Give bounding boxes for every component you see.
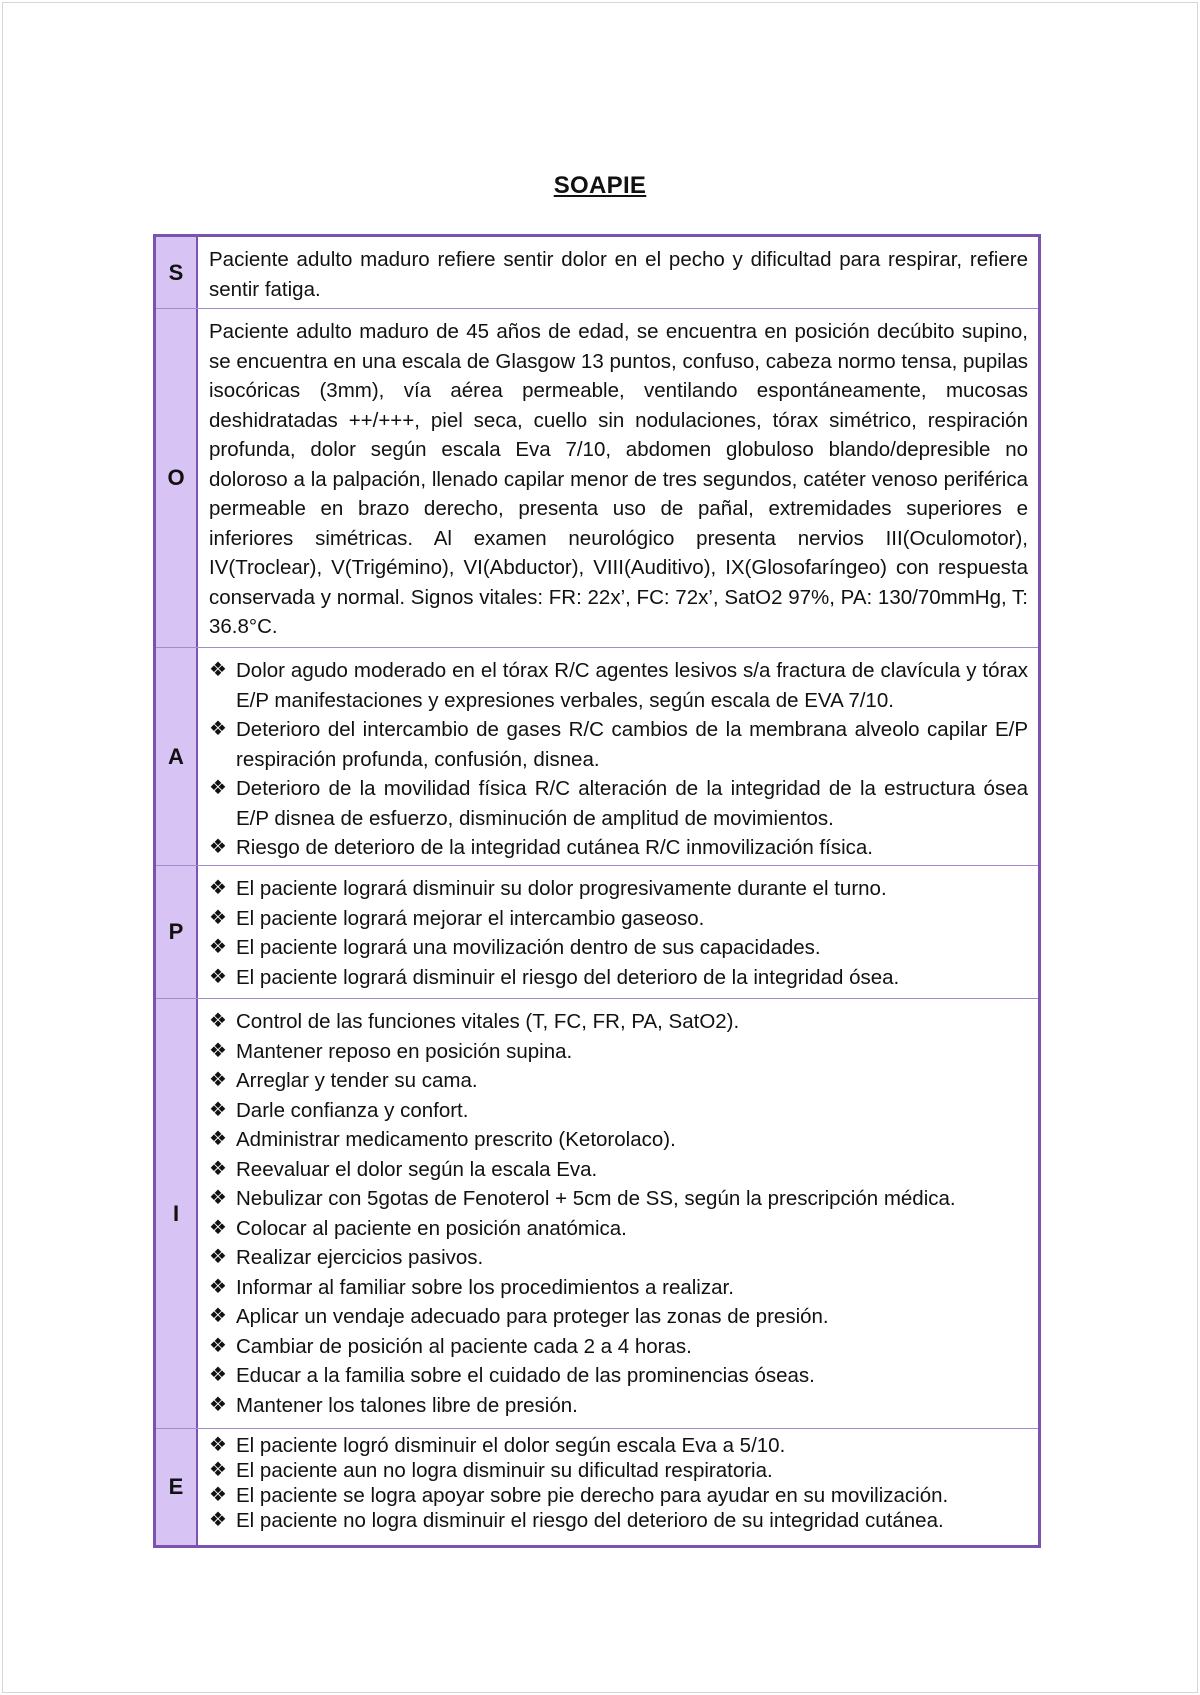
list-item: ❖ Administrar medicamento prescrito (Ketorolaco).	[209, 1125, 1028, 1155]
list-item: ❖ El paciente no logra disminuir el riesgo del deterioro de su integridad cutánea.	[209, 1509, 944, 1532]
list-item: ❖ Riesgo de deterioro de la integridad cutánea R/C inmovilización física.	[209, 833, 1028, 863]
section-letter-e: E	[156, 1429, 198, 1545]
list-item: ❖ Dolor agudo moderado en el tórax R/C agentes lesivos s/a fractura de clavícula y tórax E/P manifestaciones y expresiones verbales, según escala de EVA 7/10.	[209, 656, 1028, 715]
diamond-bullet-icon: ❖	[209, 1157, 227, 1180]
list-item: ❖ El paciente logrará disminuir su dolor progresivamente durante el turno.	[209, 874, 1028, 904]
diamond-bullet-icon: ❖	[209, 1334, 227, 1357]
objective-text: Paciente adulto maduro de 45 años de edad, se encuentra en posición decúbito supino, se encuentra en una escala de Glasgow 13 puntos, confuso, cabeza normo tensa, pupilas isocóricas (3mm), vía aérea permeable, ventilando espontáneamente, mucosas deshidratadas ++/+++, piel seca, cuello sin nodulaciones, tórax simétrico, respiración profunda, dolor según escala Eva 7/10, abdomen globuloso blando/depresible no doloroso a la palpación, llenado capilar menor de tres segundos, catéter venoso periférica permeable en brazo derecho, presenta uso de pañal, extremidades superiores e inferiores simétricas. Al examen neurológico presenta nervios III(Oculomotor), IV(Troclear), V(Trigémino), VI(Abductor), VIII(Auditivo), IX(Glosofaríngeo) con respuesta conservada y normal. Signos vitales: FR: 22x’, FC: 72x’, SatO2 97%, PA: 130/70mmHg, T: 36.8°C.	[209, 320, 1028, 638]
list-item: ❖ Mantener reposo en posición supina.	[209, 1037, 1028, 1067]
list-item: ❖ Arreglar y tender su cama.	[209, 1066, 1028, 1096]
list-item: ❖ Aplicar un vendaje adecuado para proteger las zonas de presión.	[209, 1302, 1028, 1332]
intervention-list	[209, 1007, 1028, 1420]
list-item: ❖ Control de las funciones vitales (T, FC, FR, PA, SatO2).	[209, 1007, 1028, 1037]
list-item: ❖ El paciente aun no logra disminuir su dificultad respiratoria.	[209, 1459, 773, 1482]
evaluation-list	[209, 1433, 1028, 1533]
diamond-bullet-icon: ❖	[209, 1069, 227, 1091]
list-item: ❖ El paciente logrará mejorar el intercambio gaseoso.	[209, 904, 1028, 934]
planning-list	[209, 874, 1028, 992]
section-letter-a: A	[156, 648, 198, 865]
evaluation-content	[198, 1429, 1038, 1545]
diamond-bullet-icon: ❖	[209, 777, 227, 799]
diamond-bullet-icon: ❖	[209, 1216, 227, 1239]
diamond-bullet-icon: ❖	[209, 1275, 227, 1298]
assessment-content	[198, 648, 1038, 865]
diamond-bullet-icon: ❖	[209, 965, 227, 988]
list-item: ❖ Reevaluar el dolor según la escala Eva.	[209, 1155, 1028, 1185]
list-item: ❖ Mantener los talones libre de presión.	[209, 1391, 1028, 1421]
diamond-bullet-icon: ❖	[209, 1187, 227, 1209]
diamond-bullet-icon: ❖	[209, 659, 227, 681]
planning-content	[198, 866, 1038, 998]
list-item: ❖ El paciente logrará una movilización dentro de sus capacidades.	[209, 933, 1028, 963]
diamond-bullet-icon: ❖	[209, 1459, 227, 1481]
list-item: ❖ Realizar ejercicios pasivos.	[209, 1243, 1028, 1273]
diamond-bullet-icon: ❖	[209, 906, 227, 929]
diamond-bullet-icon: ❖	[209, 1039, 227, 1062]
diamond-bullet-icon: ❖	[209, 1434, 227, 1456]
section-letter-i: I	[156, 999, 198, 1428]
diamond-bullet-icon: ❖	[209, 1305, 227, 1327]
list-item: ❖ El paciente se logra apoyar sobre pie derecho para ayudar en su movilización.	[209, 1484, 949, 1507]
section-letter-o: O	[156, 309, 198, 647]
subjective-text: Paciente adulto maduro refiere sentir dolor en el pecho y dificultad para respirar, refiere sentir fatiga.	[209, 248, 1028, 301]
diamond-bullet-icon: ❖	[209, 1509, 227, 1531]
list-item: ❖ El paciente logró disminuir el dolor según escala Eva a 5/10.	[209, 1434, 786, 1457]
list-item: ❖ Darle confianza y confort.	[209, 1096, 1028, 1126]
diamond-bullet-icon: ❖	[209, 1098, 227, 1121]
assessment-list	[209, 656, 1028, 863]
list-item: ❖ Informar al familiar sobre los procedimientos a realizar.	[209, 1273, 1028, 1303]
list-item: ❖ Cambiar de posición al paciente cada 2 a 4 horas.	[209, 1332, 1028, 1362]
diamond-bullet-icon: ❖	[209, 1364, 227, 1386]
list-item: ❖ Nebulizar con 5gotas de Fenoterol + 5cm de SS, según la prescripción médica.	[209, 1184, 1028, 1214]
list-item: ❖ El paciente logrará disminuir el riesgo del deterioro de la integridad ósea.	[209, 963, 1028, 993]
diamond-bullet-icon: ❖	[209, 718, 227, 740]
diamond-bullet-icon: ❖	[209, 877, 227, 899]
row-subjective	[156, 237, 1038, 308]
intervention-content	[198, 999, 1038, 1428]
list-item: ❖ Deterioro de la movilidad física R/C alteración de la integridad de la estructura ósea E/P disnea de esfuerzo, disminución de amplitud de movimientos.	[209, 774, 1028, 833]
row-planning	[156, 865, 1038, 998]
diamond-bullet-icon: ❖	[209, 836, 227, 858]
soapie-table	[153, 234, 1041, 1548]
diamond-bullet-icon: ❖	[209, 1484, 227, 1506]
section-letter-s: S	[156, 237, 198, 308]
row-intervention	[156, 998, 1038, 1428]
row-assessment	[156, 647, 1038, 865]
diamond-bullet-icon: ❖	[209, 936, 227, 958]
diamond-bullet-icon: ❖	[209, 1246, 227, 1268]
list-item: ❖ Colocar al paciente en posición anatómica.	[209, 1214, 1028, 1244]
section-letter-p: P	[156, 866, 198, 998]
list-item: ❖ Educar a la familia sobre el cuidado de las prominencias óseas.	[209, 1361, 1028, 1391]
row-objective	[156, 308, 1038, 647]
row-evaluation	[156, 1428, 1038, 1545]
page-title: SOAPIE	[553, 172, 647, 199]
diamond-bullet-icon: ❖	[209, 1128, 227, 1150]
list-item: ❖ Deterioro del intercambio de gases R/C cambios de la membrana alveolo capilar E/P respiración profunda, confusión, disnea.	[209, 715, 1028, 774]
diamond-bullet-icon: ❖	[209, 1393, 227, 1416]
diamond-bullet-icon: ❖	[209, 1010, 227, 1032]
